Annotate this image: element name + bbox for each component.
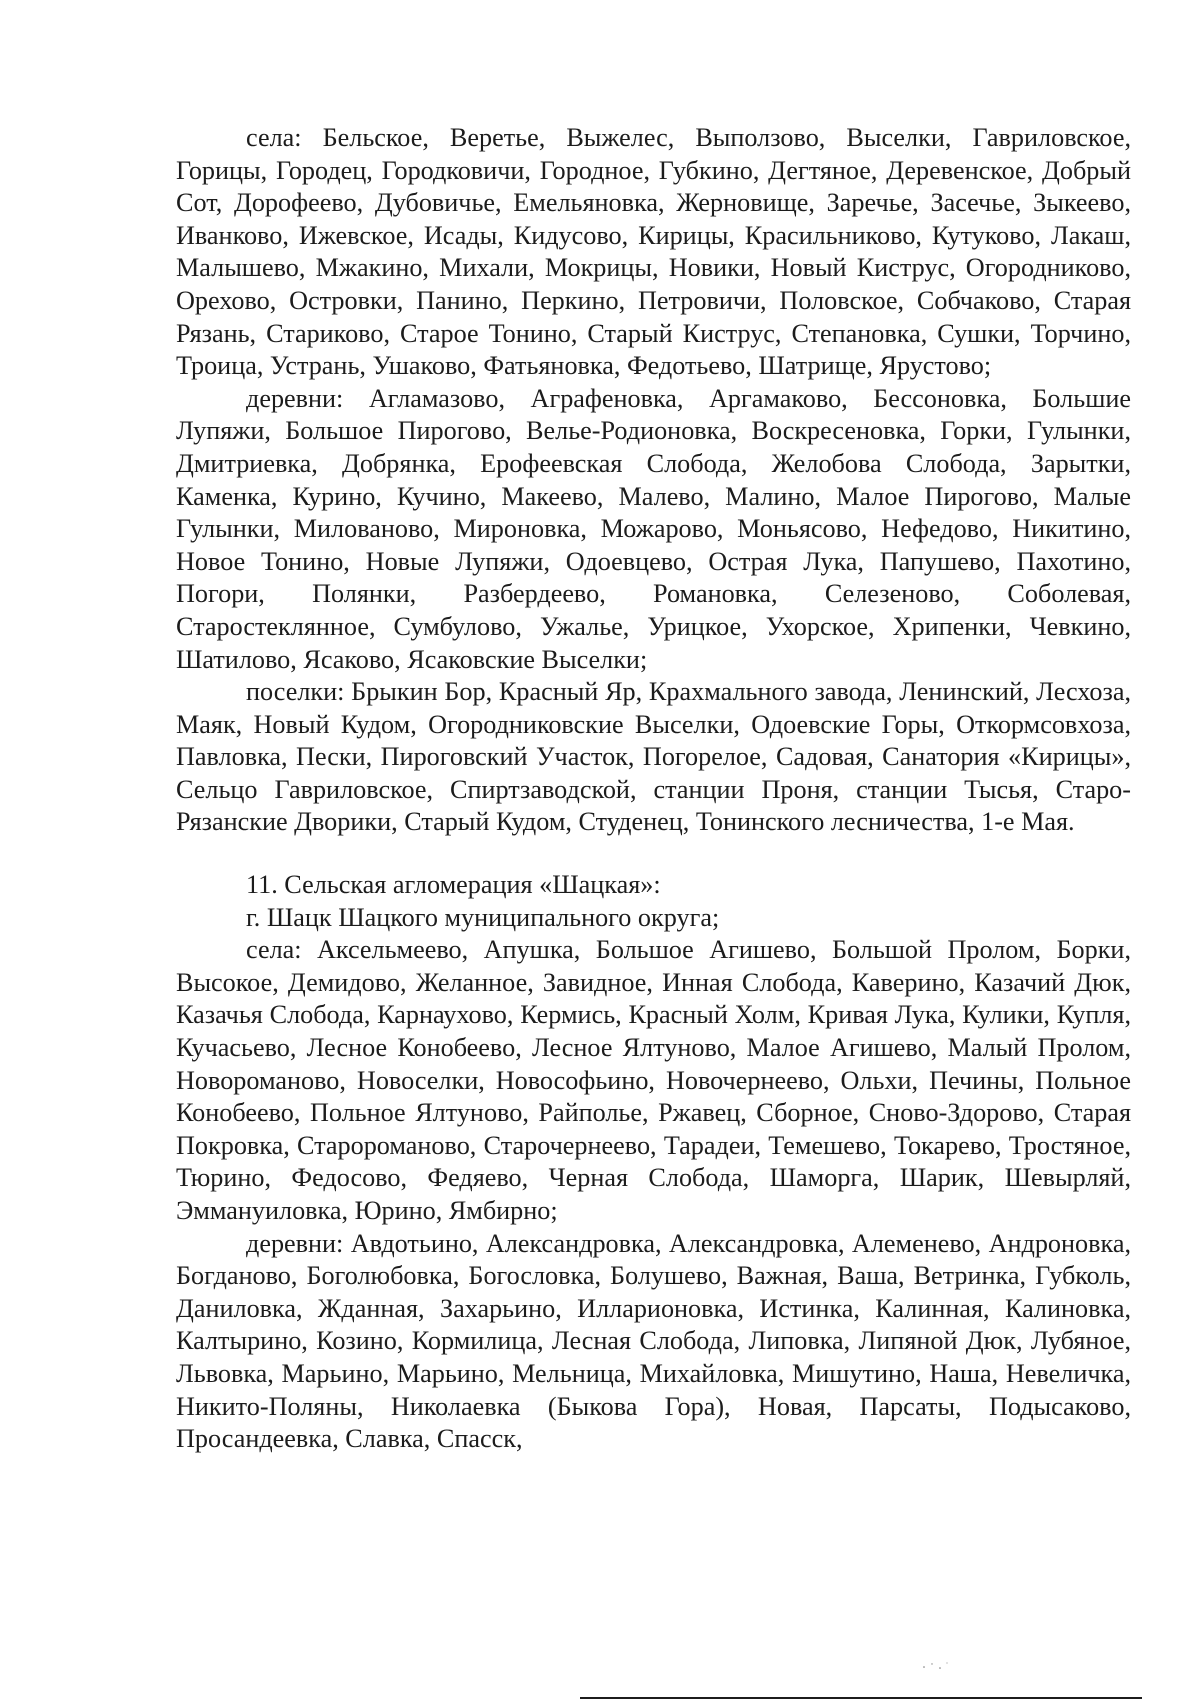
selo-list-paragraph-shatsk: села: Аксельмеево, Апушка, Большое Агишево, Большой Пролом, Борки, Высокое, Демидово, Желанное, Завидное, Инная Слобода, Каверино, Казачий Дюк, Казачья Слобода, Карнаухово, Кермись, Красный Холм, Кривая Лука, Кулики, Купля, Кучасьево, Лесное Конобеево, Лесное Ялтуново, Малое Агишево, Малый Пролом, Новороманово, Новоселки, Новософьино, Новочернеево, Ольхи, Печины, Польное Конобеево, Польное Ялтуново, Райполье, Ржавец, Сборное, Сново-Здорово, Старая Покровка, Старороманово, Старочернеево, Тарадеи, Темешево, Токарево, Тростяное, Тюрино, Федосово, Федяево, Черная Слобода, Шаморга, Шарик, Шевырляй, Эммануиловка, Юрино, Ямбирно; (176, 935, 1131, 1225)
scan-specks (920, 1655, 960, 1675)
document-body (176, 122, 1131, 1456)
derevni-list-paragraph: деревни: Агламазово, Аграфеновка, Аргамаково, Бессоновка, Большие Лупяжи, Большое Пирогово, Велье-Родионовка, Воскресеновка, Горки, Гулынки, Дмитриевка, Добрянка, Ерофеевская Слобода, Желобова Слобода, Зарытки, Каменка, Курино, Кучино, Макеево, Малево, Малино, Малое Пирогово, Малые Гулынки, Милованово, Мироновка, Можарово, Моньясово, Нефедово, Никитино, Новое Тонино, Новые Лупяжи, Одоевцево, Острая Лука, Папушево, Пахотино, Погори, Полянки, Разбердеево, Романовка, Селезеново, Соболевая, Старостеклянное, Сумбулово, Ужалье, Урицкое, Ухорское, Хрипенки, Чевкино, Шатилово, Ясаково, Ясаковские Выселки; (176, 383, 1131, 674)
poselki-list-paragraph: поселки: Брыкин Бор, Красный Яр, Крахмального завода, Ленинский, Лесхоза, Маяк, Новый Кудом, Огородниковские Выселки, Одоевские Горы, Откормсовхоза, Павловка, Пески, Пироговский Участок, Погорелое, Садовая, Санатория «Кирицы», Сельцо Гавриловское, Спиртзаводской, станции Проня, станции Тысья, Старо-Рязанские Дворики, Старый Кудом, Студенец, Тонинского лесничества, 1-е Мая. (176, 677, 1131, 837)
derevni-list-paragraph-shatsk: деревни: Авдотьино, Александровка, Александровка, Алеменево, Андроновка, Богданово, Боголюбовка, Богословка, Болушево, Важная, Ваша, Ветринка, Губколь, Даниловка, Жданная, Захарьино, Илларионовка, Истинка, Калинная, Калиновка, Калтырино, Козино, Кормилица, Лесная Слобода, Липовка, Липяной Дюк, Лубяное, Львовка, Марьино, Марьино, Мельница, Михайловка, Мишутино, Наша, Невеличка, Никито-Поляны, Николаевка (Быкова Гора), Новая, Парсаты, Подысаково, Просандеевка, Славка, Спасск, (176, 1228, 1131, 1454)
bottom-rule-line (580, 1697, 1142, 1699)
selo-list-paragraph: села: Бельское, Веретье, Выжелес, Выползово, Выселки, Гавриловское, Горицы, Городец, Городковичи, Городное, Губкино, Дегтяное, Деревенское, Добрый Сот, Дорофеево, Дубовичье, Емельяновка, Жерновище, Заречье, Засечье, Зыкеево, Иванково, Ижевское, Исады, Кидусово, Кирицы, Красильниково, Кутуково, Лакаш, Малышево, Мжакино, Михали, Мокрицы, Новики, Новый Киструс, Огородниково, Орехово, Островки, Панино, Перкино, Петровичи, Половское, Собчаково, Старая Рязань, Стариково, Старое Тонино, Старый Киструс, Степановка, Сушки, Торчино, Троица, Устрань, Ушаково, Фатьяновка, Федотьево, Шатрище, Ярустово; (176, 123, 1131, 381)
section-heading: 11. Сельская агломерация «Шацкая»: (246, 870, 661, 900)
city-paragraph: г. Шацк Шацкого муниципального округа; (246, 902, 720, 932)
